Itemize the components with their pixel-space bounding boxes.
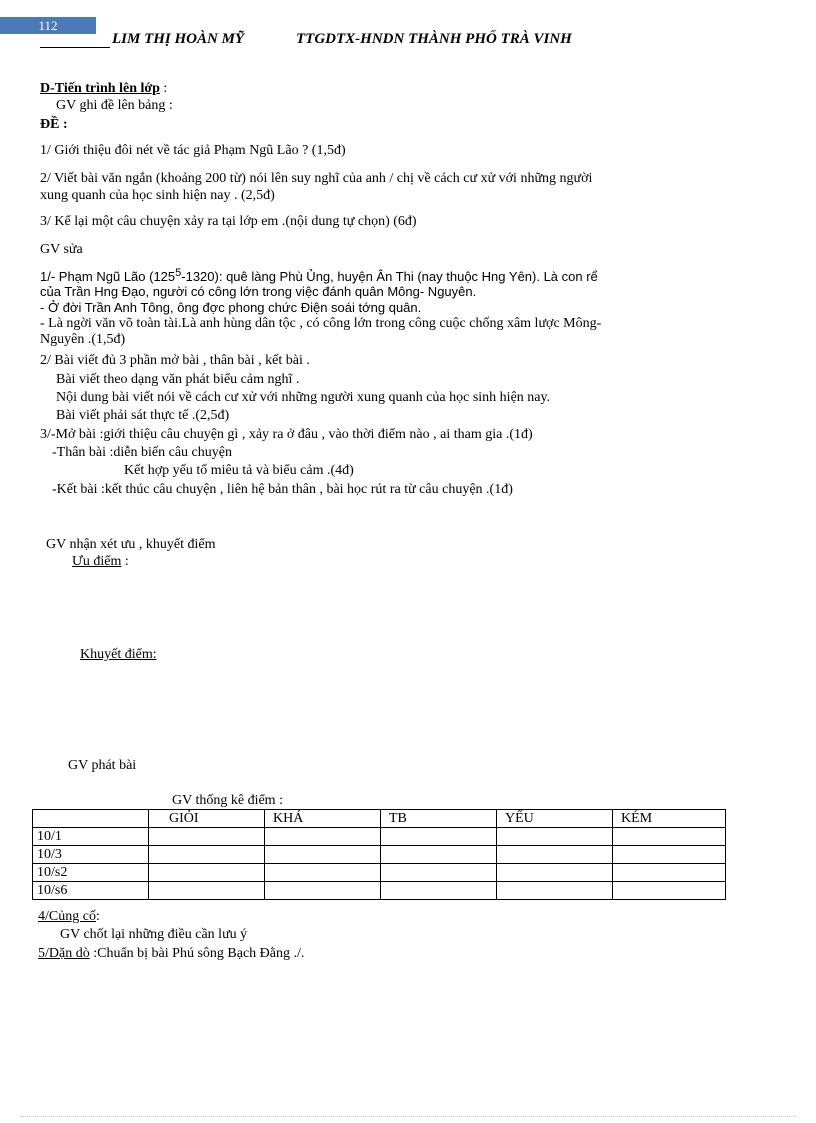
stats-cell bbox=[613, 864, 726, 882]
section-d-title: D-Tiến trình lên lớp bbox=[40, 81, 160, 96]
header-author: LIM THỊ HOÀN MỸ bbox=[112, 31, 245, 47]
stats-cell bbox=[497, 828, 613, 846]
header-center: TTGDTX-HNDN THÀNH PHỐ TRÀ VINH bbox=[296, 31, 572, 47]
consolidation-heading bbox=[38, 908, 100, 925]
table-row bbox=[33, 882, 726, 900]
section-d-title-suffix: : bbox=[159, 81, 168, 96]
answer1-line5: Nguyên .(1,5đ) bbox=[40, 332, 126, 347]
answer2-line1: 2/ Bài viết đủ 3 phần mở bài , thân bài , kết bài . bbox=[40, 353, 310, 368]
stats-cell bbox=[613, 846, 726, 864]
question-1: 1/ Giới thiệu đôi nét về tác giả Phạm Ngũ Lão ? (1,5đ) bbox=[40, 143, 346, 158]
stats-cell bbox=[149, 846, 265, 864]
answer2-line4: Bài viết phải sát thực tế .(2,5đ) bbox=[56, 408, 230, 423]
stats-class-cell: 10/3 bbox=[33, 846, 149, 864]
homework-label: 5/Dặn dò bbox=[38, 946, 90, 961]
stats-class-cell: 10/1 bbox=[33, 828, 149, 846]
stats-caption: GV thống kê điểm : bbox=[172, 793, 283, 808]
homework-line bbox=[38, 945, 304, 962]
stats-class-cell: 10/s6 bbox=[33, 882, 149, 900]
answer1-line1-a: 1/- Phạm Ngũ Lão (125 bbox=[40, 269, 176, 284]
review-title: GV nhận xét ưu , khuyết điểm bbox=[46, 537, 216, 552]
strengths-label: Ưu điểm bbox=[72, 554, 122, 569]
strengths-suffix: : bbox=[121, 554, 129, 569]
stats-cell bbox=[265, 864, 381, 882]
weaknesses-label: Khuyết điểm: bbox=[80, 647, 157, 662]
footer-divider bbox=[20, 1116, 796, 1117]
stats-cell bbox=[497, 882, 613, 900]
stats-table bbox=[32, 809, 726, 900]
consolidation-text: GV chốt lại những điều cần lưu ý bbox=[60, 927, 248, 942]
answer1-line3: - Ở đời Trần Anh Tông, ông đợc phong chức Điện soái tớng quân. bbox=[40, 300, 422, 315]
table-row bbox=[33, 828, 726, 846]
answer3-line3: Kết hợp yếu tố miêu tả và biểu cảm .(4đ) bbox=[124, 463, 354, 478]
stats-header-row bbox=[33, 810, 726, 828]
consolidation-suffix: : bbox=[95, 909, 100, 924]
stats-cell bbox=[497, 846, 613, 864]
stats-header-cell bbox=[33, 810, 149, 828]
header-rule bbox=[40, 47, 110, 48]
strengths-heading bbox=[72, 553, 129, 570]
stats-class-cell: 10/s2 bbox=[33, 864, 149, 882]
gv-fix-label: GV sửa bbox=[40, 242, 83, 257]
stats-cell bbox=[265, 882, 381, 900]
answer3-line4: -Kết bài :kết thúc câu chuyện , liên hệ bản thân , bài học rút ra từ câu chuyện .(1đ) bbox=[52, 482, 513, 497]
stats-cell bbox=[149, 882, 265, 900]
answer1-line1-b: -1320): quê làng Phù Ủng, huyện Ân Thi (nay thuộc Hng Yên). Là con rể bbox=[181, 269, 598, 284]
question-2-cont: xung quanh của học sinh hiện nay . (2,5đ) bbox=[40, 188, 275, 203]
section-d-heading bbox=[40, 80, 167, 97]
stats-cell bbox=[265, 846, 381, 864]
homework-text: :Chuẩn bị bài Phú sông Bạch Đằng ./. bbox=[89, 946, 305, 961]
stats-header-cell: YẾU bbox=[497, 810, 613, 828]
stats-cell bbox=[613, 828, 726, 846]
stats-cell bbox=[381, 882, 497, 900]
stats-cell bbox=[613, 882, 726, 900]
answer1-line1-sup: 5 bbox=[175, 267, 182, 279]
stats-header-cell: GIỎI bbox=[149, 810, 265, 828]
answer2-line2: Bài viết theo dạng văn phát biểu cảm nghĩ . bbox=[56, 372, 300, 387]
table-row bbox=[33, 846, 726, 864]
stats-cell bbox=[265, 828, 381, 846]
gv-write-line: GV ghi đề lên bảng : bbox=[56, 98, 173, 113]
stats-cell bbox=[149, 864, 265, 882]
stats-header-cell: KÉM bbox=[613, 810, 726, 828]
stats-cell bbox=[381, 864, 497, 882]
return-papers: GV phát bài bbox=[68, 758, 137, 773]
question-2: 2/ Viết bài văn ngắn (khoảng 200 từ) nói lên suy nghĩ của anh / chị về cách cư xử với những người bbox=[40, 171, 593, 186]
de-label: ĐỀ : bbox=[40, 117, 68, 132]
page-number-badge: 112 bbox=[0, 17, 96, 34]
table-row bbox=[33, 864, 726, 882]
answer2-line3: Nội dung bài viết nói về cách cư xử với những người xung quanh của học sinh hiện nay. bbox=[56, 390, 551, 405]
stats-cell bbox=[497, 864, 613, 882]
stats-cell bbox=[381, 828, 497, 846]
answer3-line1: 3/-Mở bài :giới thiệu câu chuyện gì , xảy ra ở đâu , vào thời điểm nào , ai tham gia .(1đ) bbox=[40, 427, 533, 442]
stats-header-cell: TB bbox=[381, 810, 497, 828]
stats-cell bbox=[149, 828, 265, 846]
answer1-line2: của Trần Hng Đạo, người có công lớn trong việc đánh quân Mông- Nguyên. bbox=[40, 284, 477, 299]
answer3-line2: -Thân bài :diễn biến câu chuyện bbox=[52, 445, 232, 460]
question-3: 3/ Kể lại một câu chuyện xảy ra tại lớp em .(nội dung tự chọn) (6đ) bbox=[40, 214, 417, 229]
answer1-line4: - Là ngời văn võ toàn tài.Là anh hùng dân tộc , có công lớn trong công cuộc chống xâm lược Mông- bbox=[40, 316, 602, 331]
consolidation-label: 4/Củng cố bbox=[38, 909, 96, 924]
stats-cell bbox=[381, 846, 497, 864]
stats-header-cell: KHÁ bbox=[265, 810, 381, 828]
